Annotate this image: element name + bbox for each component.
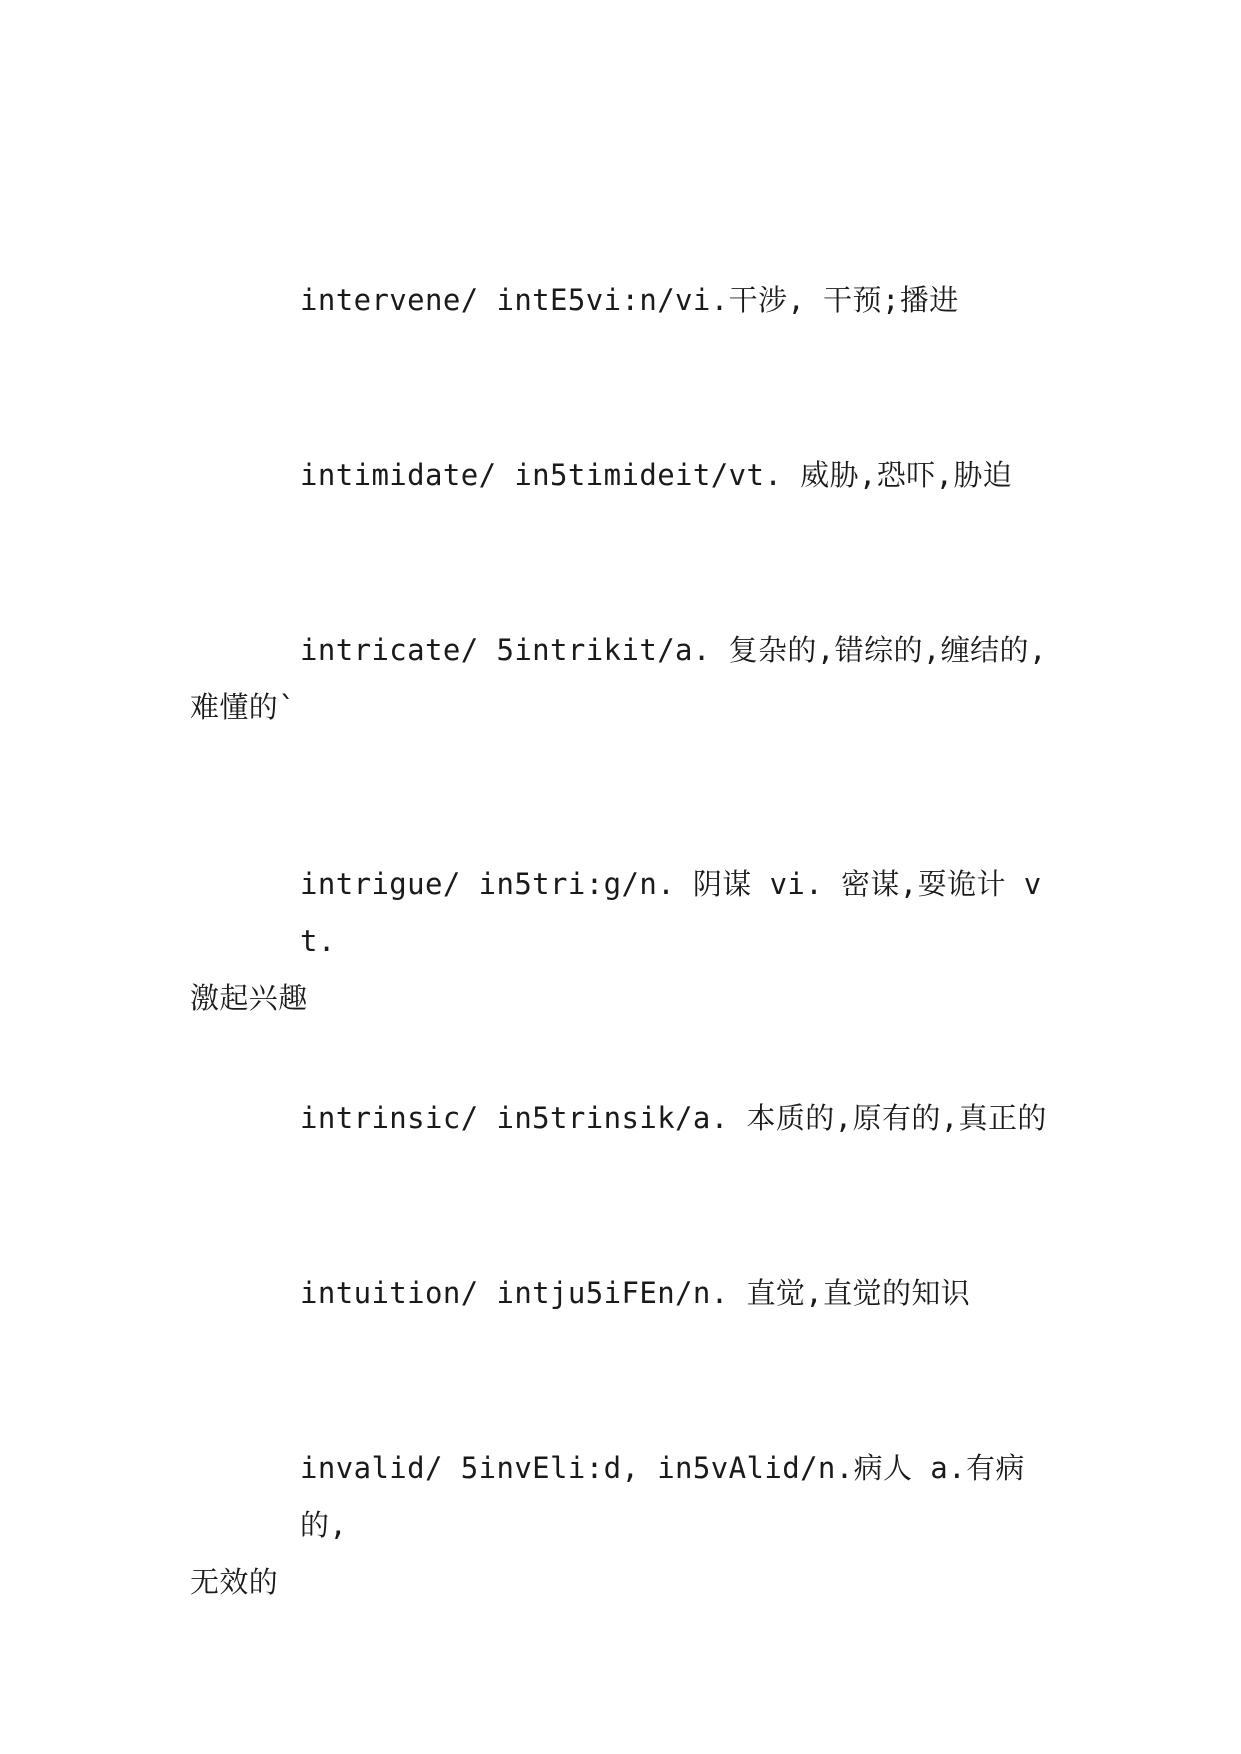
entry-line: intrigue/ in5tri:g/n. 阴谋 vi. 密谋,耍诡计 vt. [300, 867, 1042, 958]
entry-line: intuition/ intju5iFEn/n. 直觉,直觉的知识 [300, 1276, 971, 1310]
vocab-entry-intuition [190, 1265, 1070, 1322]
vocab-entry-intrigue [190, 856, 1070, 1027]
vocab-entry-invalid [190, 1440, 1070, 1611]
vocab-entry-intervene [190, 272, 1070, 329]
entry-line: invalid/ 5invEli:d, in5vAlid/n.病人 a.有病的, [300, 1451, 1025, 1542]
vocab-entry-intimidate [190, 447, 1070, 504]
entry-continuation: 难懂的` [190, 690, 297, 724]
entry-line: intimidate/ in5timideit/vt. 威胁,恐吓,胁迫 [300, 458, 1013, 492]
entry-line: intrinsic/ in5trinsik/a. 本质的,原有的,真正的 [300, 1101, 1047, 1135]
entry-continuation: 激起兴趣 [190, 981, 308, 1015]
entry-line: intricate/ 5intrikit/a. 复杂的,错综的,缠结的, [300, 633, 1047, 667]
vocab-entry-intricate [190, 622, 1070, 736]
entry-line: intervene/ intE5vi:n/vi.干涉, 干预;播进 [300, 283, 959, 317]
entry-continuation: 无效的 [190, 1565, 279, 1599]
vocab-entry-intrinsic [190, 1090, 1070, 1147]
